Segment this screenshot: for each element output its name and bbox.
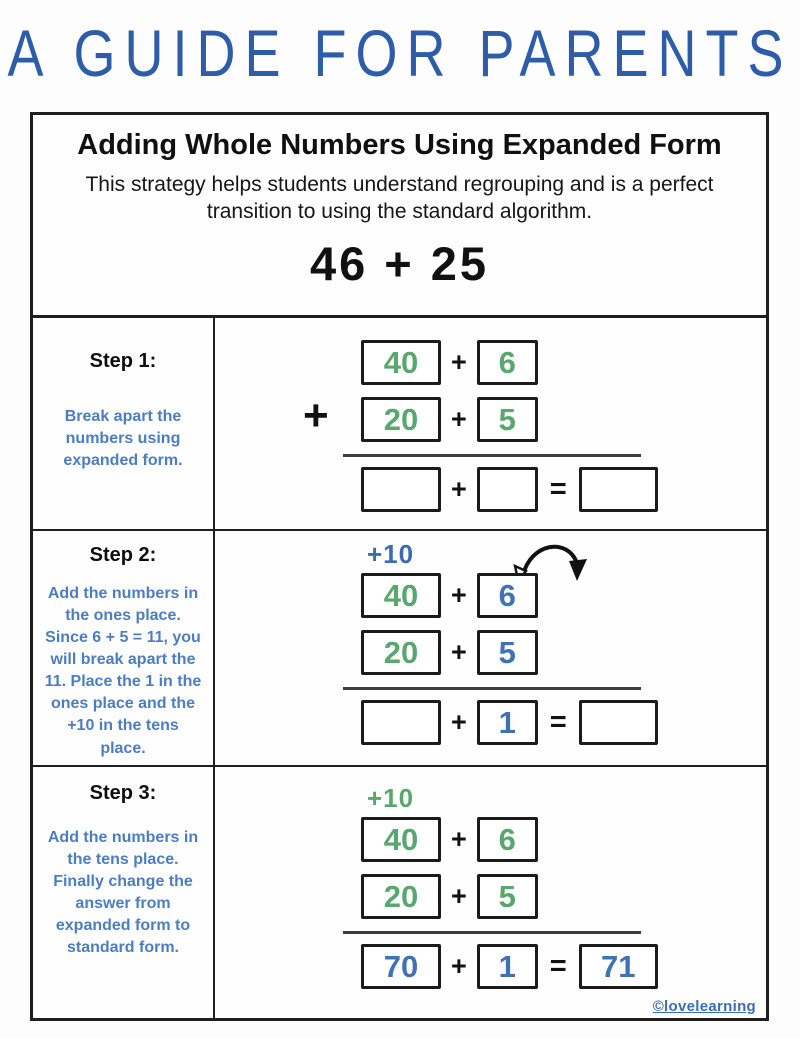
plus-sign: + — [451, 474, 467, 504]
step-3-result-total-box: 71 — [579, 944, 658, 989]
plus-sign: + — [451, 580, 467, 610]
step-3-result-tens-box: 70 — [361, 944, 441, 989]
plus-sign: + — [451, 824, 467, 854]
step-1-result-tens-box — [361, 467, 441, 512]
step-3-addend1-tens-box: 40 — [361, 817, 441, 862]
step-1-math-cell — [215, 318, 766, 529]
leading-plus-sign: + — [303, 391, 329, 440]
step-2-carry-label: +10 — [367, 539, 415, 569]
equals-sign: = — [549, 950, 567, 982]
equals-sign: = — [549, 473, 567, 505]
plus-sign: + — [451, 637, 467, 667]
step-3-result-row — [361, 944, 658, 989]
step-1-addend2-ones-box: 5 — [477, 397, 538, 442]
plus-sign: + — [451, 404, 467, 434]
intro-description: This strategy helps students understand regrouping and is a perfect transition to using the standard algorithm. — [85, 173, 714, 223]
step-3-addend2-row — [361, 874, 658, 919]
sum-line — [343, 454, 641, 457]
step-2-instructions: Add the numbers in the ones place. Since 6 + 5 = 11, you will break apart the 11. Place the 1 in the ones place and the +10 in the tens place. — [44, 585, 202, 757]
step-1-result-total-box — [579, 467, 658, 512]
step-3-result-ones-box: 1 — [477, 944, 538, 989]
step-1-result-ones-box — [477, 467, 538, 512]
plus-sign: + — [451, 347, 467, 377]
step-2-addend2-ones-box: 5 — [477, 630, 538, 675]
worksheet-card — [30, 112, 769, 1021]
step-1-result-row — [361, 467, 658, 512]
step-3-carry-label: +10 — [367, 783, 415, 813]
step-2-result-total-box — [579, 700, 658, 745]
step-3-math-cell — [215, 767, 766, 1018]
plus-sign: + — [451, 881, 467, 911]
plus-sign: + — [451, 707, 467, 737]
step-1-addend2-row — [303, 391, 658, 442]
step-2-math-cell — [215, 531, 766, 765]
step-2-row — [33, 531, 766, 767]
step-2-carry-row — [361, 539, 658, 573]
step-1-addend1-ones-box: 6 — [477, 340, 538, 385]
step-1-row — [33, 318, 766, 531]
problem-text: 46 + 25 — [309, 236, 490, 290]
step-3-addend2-ones-box: 5 — [477, 874, 538, 919]
step-3-carry-row — [361, 783, 658, 817]
step-3-addend2-tens-box: 20 — [361, 874, 441, 919]
step-2-addend1-row — [361, 573, 658, 618]
sum-line — [343, 931, 641, 934]
plus-sign: + — [451, 951, 467, 981]
step-3-instructions-cell — [33, 767, 215, 1018]
step-3-addend1-ones-box: 6 — [477, 817, 538, 862]
intro-section — [33, 115, 766, 318]
step-2-result-row — [361, 700, 658, 745]
step-3-label: Step 3: — [89, 782, 157, 804]
step-1-addend1-row — [361, 340, 658, 385]
sum-line — [343, 687, 641, 690]
step-1-instructions: Break apart the numbers using expanded form. — [63, 408, 183, 470]
step-1-addend1-tens-box: 40 — [361, 340, 441, 385]
equals-sign: = — [549, 706, 567, 738]
credit-watermark: ©lovelearning — [652, 998, 756, 1015]
step-2-addend1-tens-box: 40 — [361, 573, 441, 618]
step-1-instructions-cell — [33, 318, 215, 529]
page-title: A GUIDE FOR PARENTS — [7, 17, 793, 91]
intro-heading: Adding Whole Numbers Using Expanded Form — [77, 129, 722, 161]
step-1-label: Step 1: — [89, 350, 157, 372]
step-2-result-tens-box — [361, 700, 441, 745]
step-3-addend1-row — [361, 817, 658, 862]
step-2-result-ones-box: 1 — [477, 700, 538, 745]
step-2-instructions-cell — [33, 531, 215, 765]
step-3-row — [33, 767, 766, 1018]
step-1-addend2-tens-box: 20 — [361, 397, 441, 442]
step-3-instructions: Add the numbers in the tens place. Finally change the answer from expanded form to standard form. — [47, 829, 199, 957]
step-2-addend2-tens-box: 20 — [361, 630, 441, 675]
step-2-addend1-ones-box: 6 — [477, 573, 538, 618]
step-2-label: Step 2: — [89, 544, 157, 566]
step-2-addend2-row — [361, 630, 658, 675]
